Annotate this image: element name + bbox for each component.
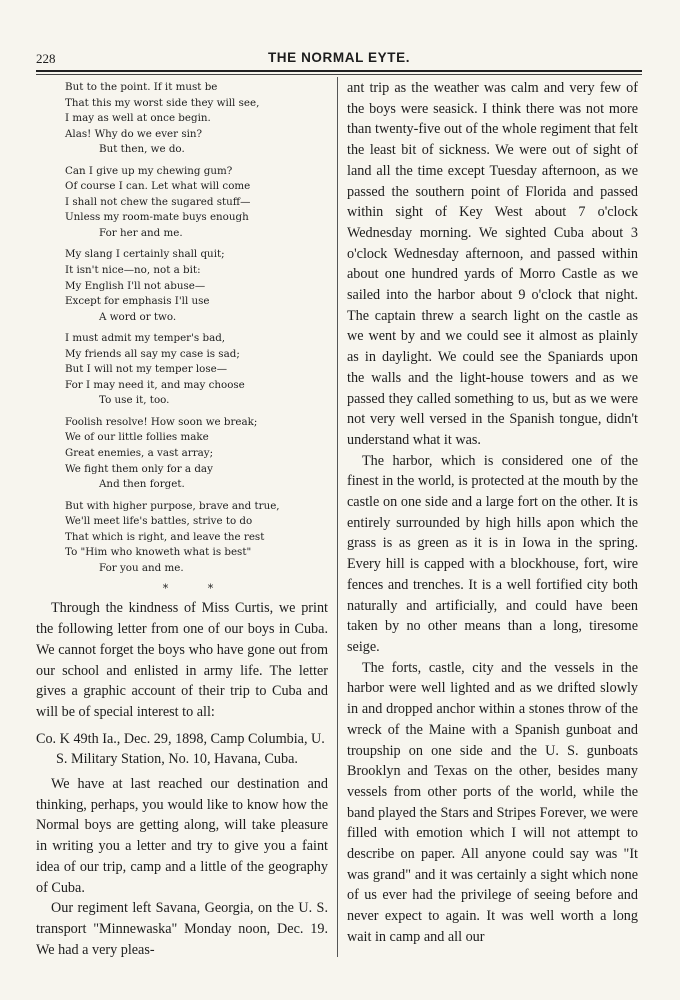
- poem-line: Can I give up my chewing gum?: [65, 164, 233, 177]
- poem-line: That which is right, and leave the rest: [65, 530, 265, 543]
- poem-line: My friends all say my case is sad;: [65, 347, 240, 360]
- poem-line: Alas! Why do we ever sin?: [65, 127, 203, 140]
- poem-line: To use it, too.: [99, 394, 170, 407]
- letter-paragraph: ant trip as the weather was calm and very few of the boys were seasick. I think there was not more than twenty-five out of the whole regiment that felt the least bit of sickness. We were out of sight of land all the time except Tuesday afternoon, as we passed the southern point of Florida and passed within sight of Key West about 7 o'clock Wednesday morning. We sighted Cuba about 3 o'clock Wednesday afternoon, and passed within about one hundred yards of Morro Castle as we sailed into the harbor about 9 o'clock that night. The captain threw a search light on the castle as we went by and we could see it almost as plainly as in daylight. We could see the Spaniards upon the walls and the light-house towers and as we passed they called something to us, but as we were not very well versed in the Spanish tongue, didn't understand what it was.: [347, 80, 638, 448]
- poem-line: My English I'll not abuse—: [65, 279, 206, 292]
- poem-line: And then forget.: [99, 478, 185, 491]
- poem-line: I shall not chew the sugared stuff—: [65, 195, 251, 208]
- poem-stanza: [65, 80, 328, 158]
- poem-line: Except for emphasis I'll use: [65, 295, 210, 308]
- intro-paragraph-block: [36, 598, 328, 722]
- poem-line: I may as well at once begin.: [65, 112, 211, 125]
- poem-line: But to the point. If it must be: [65, 81, 218, 93]
- letter-right-part: [347, 78, 638, 948]
- poem-line: That this my worst side they will see,: [65, 96, 260, 109]
- poem-line: We of our little follies make: [65, 431, 209, 444]
- letter-dateline: Co. K 49th Ia., Dec. 29, 1898, Camp Columbia, U. S. Military Station, No. 10, Havana, Cuba.: [36, 730, 325, 768]
- poem-stanza: [65, 331, 328, 409]
- poem-line: I must admit my temper's bad,: [65, 332, 226, 345]
- poem-line: Of course I can. Let what will come: [65, 180, 251, 193]
- poem-line: It isn't nice—no, not a bit:: [65, 264, 201, 277]
- letter-paragraph: We have at last reached our destination and thinking, perhaps, you would like to know how the Normal boys are getting along, will take pleasure in writing you a letter and try to give you a faint idea of our trip, camp and a little of the geography of Cuba.: [36, 776, 328, 896]
- poem-line: But with higher purpose, brave and true,: [65, 499, 280, 512]
- header-rule-thick: [36, 70, 642, 72]
- poem-line: Unless my room-mate buys enough: [65, 211, 249, 224]
- letter-paragraph: Our regiment left Savana, Georgia, on the U. S. transport "Minnewaska" Monday noon, Dec. 19. We had a very pleas-: [36, 900, 328, 958]
- page-number: 228: [36, 51, 56, 66]
- header-rule-thin: [36, 74, 642, 75]
- poem-line: But I will not my temper lose—: [65, 363, 228, 376]
- page-header: [36, 50, 642, 68]
- journal-title: THE NORMAL EYTE.: [267, 50, 411, 65]
- poem-stanza: [65, 164, 328, 242]
- poem-line: To "Him who knoweth what is best": [65, 546, 252, 559]
- poem-line: But then, we do.: [99, 143, 185, 156]
- column-divider: [337, 77, 338, 957]
- letter-paragraph: The forts, castle, city and the vessels in the harbor were well lighted and as we drifted slowly in and dropped anchor within a stones throw of the wreck of the Maine with a Spanish gunboat and troupship on one side and the U. S. gunboats Brooklyn and Texas on the other, besides many vessels from other ports of the world, while the band played the Stars and Stripes Forever, we were filled with emotion which I will not attempt to describe on paper. All anyone could say was "It was grand" and it was certainly a sight which none of us ever had the privilege of seeing before and never expect to again. It was well worth a long wait in camp and all our: [347, 659, 638, 945]
- poem-line: We'll meet life's battles, strive to do: [65, 515, 253, 528]
- poem-line: For her and me.: [99, 226, 183, 239]
- right-column: [347, 78, 638, 948]
- poem-line: A word or two.: [99, 310, 177, 323]
- poem-line: We fight them only for a day: [65, 462, 213, 475]
- poem-line: My slang I certainly shall quit;: [65, 248, 225, 261]
- poem-line: For I may need it, and may choose: [65, 378, 245, 391]
- letter-left-part: [36, 774, 328, 960]
- poem-stanza: [65, 415, 328, 493]
- poem-stanza: [65, 247, 328, 325]
- left-column: [36, 80, 328, 960]
- intro-paragraph: Through the kindness of Miss Curtis, we print the following letter from one of our boys in Cuba. We cannot forget the boys who have gone out from our school and enlisted in army life. The letter gives a graphic account of their trip to Cuba and will be of special interest to all:: [36, 600, 328, 720]
- section-separator: * *: [162, 582, 232, 596]
- poem-line: Foolish resolve! How soon we break;: [65, 415, 258, 428]
- poem-line: For you and me.: [99, 561, 184, 574]
- poem: [36, 80, 328, 576]
- letter-paragraph: The harbor, which is considered one of the finest in the world, is protected at the mouth by the castle on one side and a large fort on the other. It is entirely surrounded by high hills apon which the grass is as green as it is in Iowa in the spring. Every hill is capped with a blockhouse, fort, wire fences and trenches. It is a well fortified city both naturally and artificially, and could have been taken by no other means than a long, tiresome seige.: [347, 452, 638, 655]
- poem-line: Great enemies, a vast array;: [65, 447, 214, 460]
- poem-stanza: [65, 499, 328, 577]
